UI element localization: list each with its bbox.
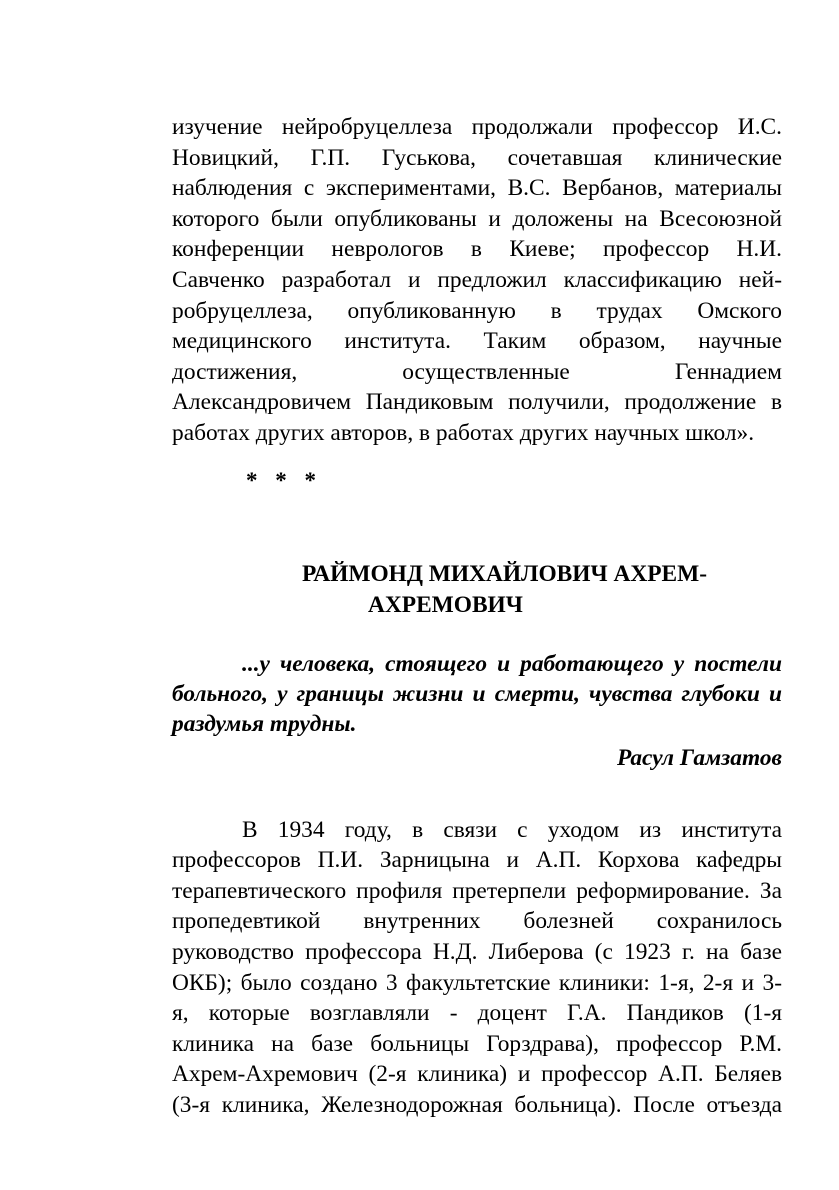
text-line: ОКБ); было создано 3 факультетские клиники: 1-я, 2-я и 3- <box>172 969 782 996</box>
epigraph-line: раздумья трудны. <box>172 710 357 737</box>
text-line: профессоров П.И. Зарницына и А.П. Корхова кафедры <box>172 847 782 874</box>
paragraph-2 <box>172 815 782 1121</box>
text-line: терапевтического профиля претерпели реформирование. За <box>172 877 782 904</box>
text-line: пропедевтикой внутренних болезней сохранилось <box>172 908 782 935</box>
text-line: робруцеллеза, опубликованную в трудах Омского <box>172 297 782 324</box>
heading-line-1: РАЙМОНД МИХАЙЛОВИЧ АХРЕМ- <box>302 560 708 587</box>
text-line: Александровичем Пандиковым получили, продолжение в <box>172 389 782 416</box>
text-line: В 1934 году, в связи с уходом из института <box>242 816 782 843</box>
document-page <box>172 112 782 1120</box>
paragraph-1 <box>172 112 782 449</box>
epigraph <box>172 649 782 739</box>
text-line: работах других авторов, в работах других научных школ». <box>172 419 755 446</box>
text-line: которого были опубликованы и доложены на Всесоюзной <box>172 205 782 232</box>
text-line: достижения, осуществленные Геннадием <box>172 358 782 385</box>
text-line: Савченко разработал и предложил классификацию ней- <box>172 266 782 293</box>
epigraph-line: больного, у границы жизни и смерти, чувства глубоки и <box>172 680 782 707</box>
section-heading <box>172 559 782 621</box>
text-line: клиника на базе больницы Горздрава), профессор Р.М. <box>172 1030 782 1057</box>
text-line: изучение нейробруцеллеза продолжали профессор И.С. <box>172 114 782 140</box>
text-line: (3-я клиника, Железнодорожная больница). После отъезда <box>172 1091 782 1118</box>
text-line: я, которые возглавляли - доцент Г.А. Пандиков (1-я <box>172 1000 782 1027</box>
epigraph-author: Расул Гамзатов <box>616 744 782 771</box>
text-line: конференции неврологов в Киеве; профессор Н.И. <box>172 236 782 263</box>
heading-line-2: АХРЕМОВИЧ <box>368 591 523 618</box>
text-line: Новицкий, Г.П. Гуськова, сочетавшая клинические <box>172 144 782 171</box>
text-line: руководство профессора Н.Д. Либерова (с 1923 г. на базе <box>172 938 782 965</box>
epigraph-line: ...у человека, стоящего и работающего у постели <box>242 650 782 677</box>
text-line: медицинского института. Таким образом, научные <box>172 328 782 355</box>
text-line: наблюдения с экспериментами, В.С. Вербанов, материалы <box>172 175 782 202</box>
section-separator: * * * <box>246 467 322 493</box>
text-line: Ахрем-Ахремович (2-я клиника) и профессор А.П. Беляев <box>172 1061 782 1088</box>
